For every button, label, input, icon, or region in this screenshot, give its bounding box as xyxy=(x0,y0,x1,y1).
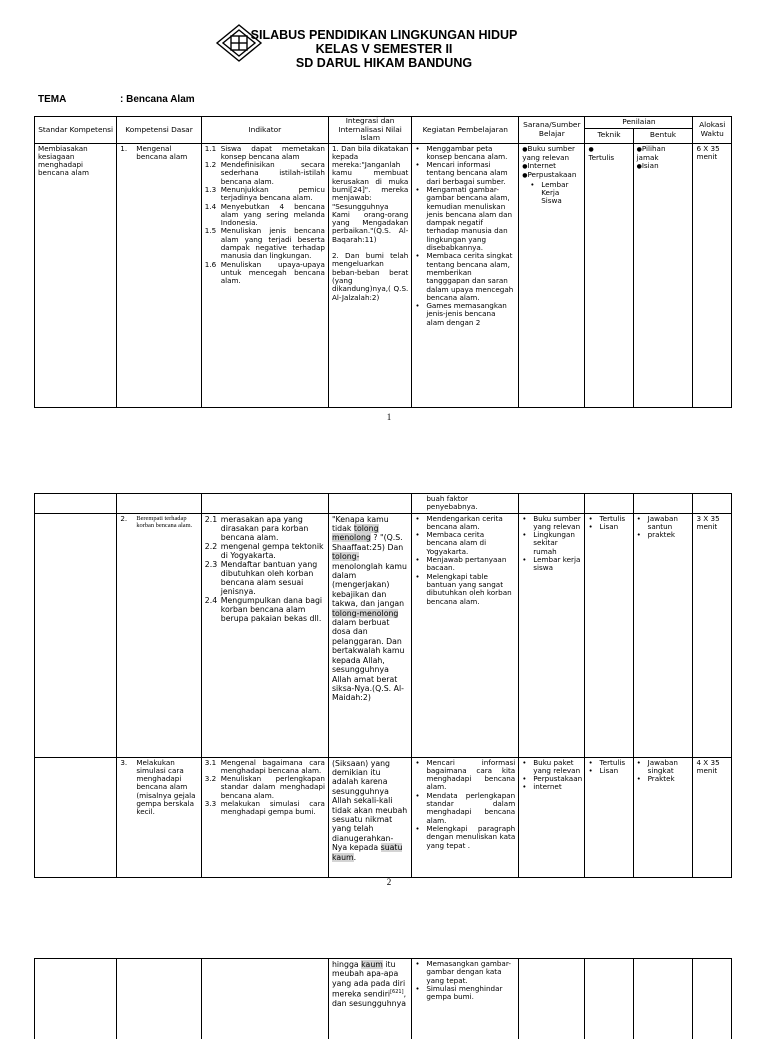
highlighted-term: kaum xyxy=(361,960,383,969)
alokasi-cell: 6 X 35 menit xyxy=(693,143,732,407)
page-number: 1 xyxy=(386,412,392,422)
indikator-number: 3.2 xyxy=(204,774,217,784)
kegiatan-cell xyxy=(412,959,519,1039)
syllabus-table-page2 xyxy=(34,493,732,878)
kegiatan-cell xyxy=(412,757,519,877)
col-bentuk: Bentuk xyxy=(633,128,693,143)
list-item: • Melengkapi paragraph dengan menuliskan kata yang tepat . xyxy=(415,825,515,850)
indikator-cell xyxy=(201,513,328,757)
list-item: • praktek xyxy=(637,531,690,539)
highlighted-term: tolong menolong xyxy=(331,524,379,543)
indikator-number: 1.3 xyxy=(204,184,217,194)
integrasi-text: dalam berbuat dosa dan pelanggaran. Dan bertakwalah kamu kepada Allah, sesungguhnya Allah amat berat siksa-Nya.(Q.S. Al-Maidah:2) xyxy=(331,618,405,703)
indikator-number: 2.1 xyxy=(204,514,218,524)
integrasi-cell xyxy=(328,757,411,877)
indikator-cell xyxy=(201,757,328,877)
indikator-number: 3.3 xyxy=(204,799,217,809)
indikator-text: Menuliskan jenis bencana alam yang terjadi beserta dampak negative terhadap manusia dan lingkungan. xyxy=(220,226,325,261)
page-number: 2 xyxy=(386,877,392,887)
list-item: • Membaca cerita singkat tentang bencana alam, memberikan tangggapan dan saran dalam upaya mencegah bencana alam. xyxy=(415,252,515,302)
kd-text: Melakukan simulasi cara menghadapi bencana alam (misalnya gejala gempa berskala kecil. xyxy=(136,757,196,817)
list-item: ● Perpustakaan xyxy=(522,171,581,180)
list-item: • Lembar Kerja Siswa xyxy=(530,181,581,206)
title-line-1: SILABUS PENDIDIKAN LINGKUNGAN HIDUP xyxy=(250,28,518,42)
indikator-number: 3.1 xyxy=(204,757,217,767)
list-item: • Mencari informasi tentang bencana alam dari berbagai sumber. xyxy=(415,161,515,186)
integrasi-text: "Kenapa kamu tidak xyxy=(331,514,389,533)
highlighted-term: tolong- xyxy=(331,552,360,562)
kd-number: 3. xyxy=(120,757,128,767)
indikator-text: Mengenal bagaimana cara menghadapi bencana alam. xyxy=(220,757,325,775)
col-indikator: Indikator xyxy=(201,117,328,144)
indikator-number: 1.1 xyxy=(204,143,217,153)
list-item: • Praktek xyxy=(637,775,690,783)
integrasi-text: . xyxy=(353,852,357,862)
indikator-item xyxy=(205,203,325,228)
indikator-text: Mendefinisikan secara sederhana istilah-istilah bencana alam. xyxy=(220,160,325,186)
list-item: • Games memasangkan jenis-jenis bencana alam dengan 2 xyxy=(415,302,515,327)
indikator-item xyxy=(205,542,325,560)
tema-value: : Bencana Alam xyxy=(120,94,195,105)
col-penilaian: Penilaian xyxy=(585,117,693,129)
bentuk-value: Pilihan jamak xyxy=(636,143,666,162)
indikator-item xyxy=(205,759,325,776)
bentuk-cell xyxy=(633,757,693,877)
teknik-cell xyxy=(585,757,633,877)
table-row xyxy=(35,143,732,407)
indikator-item xyxy=(205,161,325,186)
list-item: • Simulasi menghindar gempa bumi. xyxy=(415,985,515,1002)
indikator-text: Mendaftar bantuan yang dibutuhkan oleh korban bencana alam sesuai jenisnya. xyxy=(220,559,318,596)
indikator-text: mengenal gempa tektonik di Yogyakarta. xyxy=(220,541,324,560)
col-integrasi: Integrasi dan Internalisasi Nilai Islam xyxy=(328,117,411,144)
integrasi-text: ? "(Q.S. Shaaffaat:25) Dan xyxy=(331,533,404,552)
bentuk-cell xyxy=(633,143,693,407)
syllabus-table-page3 xyxy=(34,958,732,1039)
integrasi-cell xyxy=(328,513,411,757)
col-kompetensi: Kompetensi Dasar xyxy=(117,117,201,144)
kd-cell xyxy=(117,757,201,877)
indikator-text: melakukan simulasi cara menghadapi gempa bumi. xyxy=(220,799,325,817)
kd-number: 2. xyxy=(120,513,128,523)
sarana-cell xyxy=(519,757,585,877)
standar-cell: Membiasakan kesiagaan menghadapi bencana alam xyxy=(35,143,117,407)
list-item: • Perpustakaan xyxy=(522,775,581,783)
indikator-number: 1.2 xyxy=(204,160,217,170)
title-line-3: SD DARUL HIKAM BANDUNG xyxy=(295,56,473,70)
integrasi-quote-1: 1. Dan bila dikatakan kepada mereka:"Janganlah kamu membuat kerusakan di muka bumi[24]". mereka menjawab: "Sesungguhnya Kami orang-orang yang Mengadakan perbaikan."(Q.S. Al-Baqarah:11) xyxy=(331,143,409,244)
list-item: • Tertulis xyxy=(588,515,629,523)
table-row xyxy=(35,513,732,757)
carry-text: buah faktor penyebabnya. xyxy=(426,494,478,512)
list-item: • Lisan xyxy=(588,767,629,775)
kd-cell xyxy=(117,513,201,757)
col-sarana: Sarana/Sumber Belajar xyxy=(519,117,585,144)
indikator-text: Mengumpulkan dana bagi korban bencana alam berupa pakaian bekas dll. xyxy=(220,595,323,623)
list-item: • Jawaban singkat xyxy=(637,759,690,776)
integrasi-text: (Siksaan) yang demikian itu adalah karena sesungguhnya Allah sekali-kali tidak akan meubah sesuatu nikmat yang telah dianugerahkan-Nya kepada xyxy=(331,758,408,853)
teknik-cell xyxy=(585,513,633,757)
kd-text: Mengenal bencana alam xyxy=(136,143,188,161)
bentuk-cell xyxy=(633,513,693,757)
indikator-number: 2.3 xyxy=(204,559,218,569)
kegiatan-cell xyxy=(412,513,519,757)
kd-number: 1. xyxy=(120,143,128,153)
list-item: ● Buku sumber yang relevan xyxy=(522,145,581,163)
indikator-text: Menuliskan perlengkapan standar dalam menghadapi bencana alam. xyxy=(220,774,325,800)
indikator-item xyxy=(205,596,325,623)
indikator-item xyxy=(205,261,325,286)
indikator-number: 1.5 xyxy=(204,226,217,236)
indikator-item xyxy=(205,145,325,162)
indikator-text: Menunjukkan pemicu terjadinya bencana alam. xyxy=(220,184,325,203)
list-item: • Mengamati gambar-gambar bencana alam, kemudian menuliskan jenis bencana alam dan dampak negatif terhadap manusia dan lingkungan yang disebabkannya. xyxy=(415,186,515,252)
indikator-item xyxy=(205,227,325,260)
indikator-number: 2.4 xyxy=(204,595,218,605)
integrasi-text: itu meubah apa-apa yang ada pada diri mereka sendiri xyxy=(331,960,406,999)
indikator-number: 1.4 xyxy=(204,201,217,211)
syllabus-table-page1 xyxy=(34,116,732,408)
integrasi-text: hingga xyxy=(331,960,359,969)
list-item: • Tertulis xyxy=(588,759,629,767)
list-item: • Buku sumber yang relevan xyxy=(522,515,581,532)
integrasi-cell xyxy=(328,143,411,407)
indikator-text: Menuliskan upaya-upaya untuk mencegah bencana alam. xyxy=(220,259,325,286)
teknik-cell xyxy=(585,143,633,407)
list-item: • Memasangkan gambar-gambar dengan kata yang tepat. xyxy=(415,960,515,985)
alokasi-cell: 4 X 35 menit xyxy=(693,757,732,877)
tema-label: TEMA xyxy=(38,94,67,105)
indikator-item xyxy=(205,775,325,800)
integrasi-quote-2: 2. Dan bumi telah mengeluarkan beban-beban berat (yang dikandung)nya,( Q.S. Al-Jalzalah:2) xyxy=(331,251,409,302)
list-item: • Menggambar peta konsep bencana alam. xyxy=(415,145,515,162)
list-item: • Mencari informasi bagaimana cara kita menghadapi bencana alam. xyxy=(415,759,515,792)
col-teknik: Teknik xyxy=(585,128,633,143)
table-row xyxy=(35,757,732,877)
sarana-cell xyxy=(519,513,585,757)
indikator-item xyxy=(205,186,325,203)
indikator-number: 1.6 xyxy=(204,259,217,269)
indikator-text: merasakan apa yang dirasakan para korban bencana alam. xyxy=(220,514,309,542)
kd-cell xyxy=(117,143,201,407)
list-item: • Mendengarkan cerita bencana alam. xyxy=(415,515,515,532)
indikator-text: Siswa dapat memetakan konsep bencana alam xyxy=(220,143,325,161)
list-item: • Mendata perlengkapan standar dalam menghadapi bencana alam. xyxy=(415,792,515,825)
list-item: • Buku paket yang relevan xyxy=(522,759,581,776)
col-kegiatan: Kegiatan Pembelajaran xyxy=(412,117,519,144)
indikator-item xyxy=(205,560,325,596)
indikator-item xyxy=(205,800,325,817)
highlighted-term: tolong-menolong xyxy=(331,608,399,618)
col-alokasi: Alokasi Waktu xyxy=(693,117,732,144)
indikator-item xyxy=(205,515,325,542)
title-line-2: KELAS V SEMESTER II xyxy=(315,42,453,56)
bentuk-value: Isian xyxy=(641,161,659,171)
highlighted-term: suatu kaum xyxy=(331,843,403,862)
col-standar: Standar Kompetensi xyxy=(35,117,117,144)
integrasi-cell xyxy=(328,959,411,1039)
list-item: • Jawaban santun xyxy=(637,515,690,532)
kegiatan-carry xyxy=(412,494,519,514)
list-item: • internet xyxy=(522,783,581,791)
list-item: • Lisan xyxy=(588,523,629,531)
list-item: • Melengkapi table bantuan yang sangat dibutuhkan oleh korban bencana alam. xyxy=(415,573,515,606)
list-item: • Membaca cerita bencana alam di Yogyakarta. xyxy=(415,531,515,556)
integrasi-text: menolonglah kamu dalam (mengerjakan) kebajikan dan takwa, dan jangan xyxy=(331,561,407,609)
indikator-number: 2.2 xyxy=(204,541,218,551)
footnote-mark: [621] xyxy=(390,989,404,996)
alokasi-cell: 3 X 35 menit xyxy=(693,513,732,757)
teknik-value: Tertulis xyxy=(588,152,615,162)
integrasi-text: , dan sesungguhnya xyxy=(331,989,407,1009)
list-item: • Menjawab pertanyaan bacaan. xyxy=(415,556,515,573)
indikator-cell xyxy=(201,143,328,407)
sarana-cell xyxy=(519,143,585,407)
kd-text: Berempati terhadap korban bencana alam. xyxy=(136,514,193,530)
indikator-text: Menyebutkan 4 bencana alam yang sering melanda Indonesia. xyxy=(220,201,325,228)
list-item: ● Internet xyxy=(522,162,581,171)
list-item: • Lembar kerja siswa xyxy=(522,556,581,573)
kegiatan-cell xyxy=(412,143,519,407)
list-item: • Lingkungan sekitar rumah xyxy=(522,531,581,556)
